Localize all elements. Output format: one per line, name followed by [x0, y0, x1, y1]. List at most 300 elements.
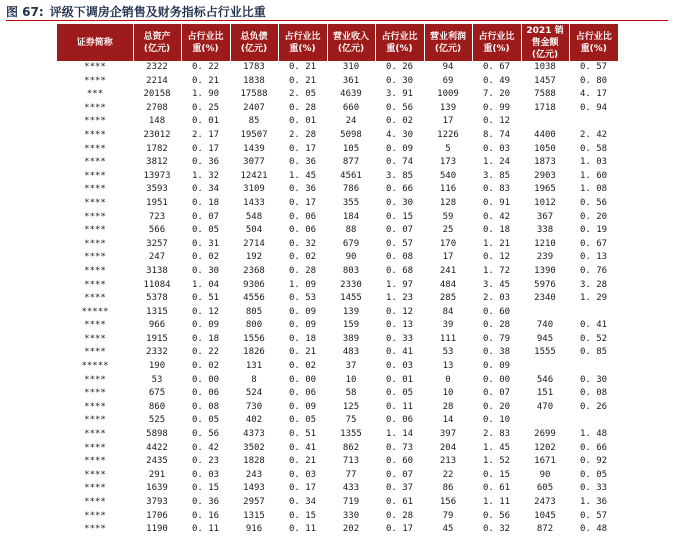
table-cell: 1. 04	[181, 279, 230, 293]
table-cell: 1. 08	[579, 184, 608, 195]
title-underline	[6, 20, 668, 21]
table-cell: 2407	[243, 102, 265, 113]
table-cell: 14	[424, 414, 472, 428]
table-cell: 1190	[133, 523, 181, 537]
table-cell: 397	[439, 429, 457, 440]
table-cell: 1038	[521, 61, 569, 75]
table-cell: 1. 45	[278, 170, 327, 184]
table-cell: 3109	[243, 184, 265, 195]
table-cell: 0. 02	[278, 360, 327, 374]
table-cell: 0. 20	[579, 211, 608, 222]
security-name-cell: ****	[84, 75, 106, 86]
table-cell: 1. 36	[569, 496, 618, 510]
table-row	[57, 224, 618, 238]
table-cell: 0. 20	[482, 401, 511, 412]
table-cell: 17	[424, 251, 472, 265]
table-cell: 540	[424, 170, 472, 184]
security-name-cell: ****	[57, 224, 133, 238]
table-cell: 0. 02	[181, 360, 230, 374]
table-cell: 17588	[230, 88, 278, 102]
table-cell: 0. 03	[181, 469, 230, 483]
column-header: 总负债 (亿元)	[230, 24, 278, 61]
table-cell: 0. 06	[375, 414, 424, 428]
table-cell	[569, 115, 618, 129]
table-cell: 10	[345, 374, 357, 385]
table-cell: 546	[536, 374, 554, 385]
table-cell: 285	[439, 293, 457, 304]
table-cell: 0. 08	[191, 401, 220, 412]
table-cell: 0. 15	[472, 469, 521, 483]
table-cell: 0. 56	[482, 510, 511, 521]
table-cell: 0. 18	[181, 333, 230, 347]
table-cell: 0. 30	[385, 75, 414, 86]
table-cell: 213	[439, 456, 457, 467]
table-cell: 1226	[437, 129, 459, 140]
table-cell: 0. 07	[472, 387, 521, 401]
table-row	[57, 442, 618, 456]
table-cell: 148	[133, 115, 181, 129]
table-cell: 0. 36	[191, 157, 220, 168]
table-cell: 2714	[243, 238, 265, 249]
table-cell: 3138	[146, 265, 168, 276]
table-cell: 53	[442, 347, 454, 358]
table-cell: 0. 21	[288, 75, 317, 86]
security-name-cell: ****	[84, 347, 106, 358]
security-name-cell: ****	[84, 456, 106, 467]
table-cell: 0. 31	[191, 238, 220, 249]
table-cell: 0. 73	[375, 442, 424, 456]
table-cell: 1045	[534, 510, 556, 521]
security-name-cell: ****	[84, 510, 106, 521]
table-row	[57, 346, 618, 360]
table-cell: 1. 23	[385, 293, 414, 304]
table-cell	[521, 414, 569, 428]
security-name-cell: ****	[57, 197, 133, 211]
security-name-cell: ****	[57, 442, 133, 456]
table-cell: 17	[424, 115, 472, 129]
table-cell: 0. 07	[375, 224, 424, 238]
table-cell	[569, 360, 618, 374]
table-cell: 19507	[240, 129, 268, 140]
table-cell: 1951	[133, 197, 181, 211]
table-cell: 3257	[146, 238, 168, 249]
security-name-cell: ****	[84, 184, 106, 195]
table-cell: 0. 56	[569, 197, 618, 211]
table-cell: 8	[251, 374, 257, 385]
table-cell: 0. 36	[288, 157, 317, 168]
table-cell: 1556	[230, 333, 278, 347]
table-cell: 59	[442, 211, 454, 222]
table-row	[57, 333, 618, 347]
figure-title	[6, 3, 266, 19]
table-row	[57, 115, 618, 129]
table-cell: 0. 41	[385, 347, 414, 358]
table-cell: 0. 34	[191, 184, 220, 195]
table-cell: 0. 00	[288, 374, 317, 385]
column-header: 营业收入 (亿元)	[327, 24, 375, 61]
table-cell: 675	[133, 387, 181, 401]
table-cell: 504	[230, 224, 278, 238]
table-cell	[521, 360, 569, 374]
table-cell: 1915	[133, 333, 181, 347]
table-cell: 23012	[143, 129, 171, 140]
table-cell: 2. 83	[482, 429, 511, 440]
table-cell: 0. 19	[569, 224, 618, 238]
table-cell: 0. 17	[278, 143, 327, 157]
table-cell: 3502	[230, 442, 278, 456]
table-cell: 0. 02	[181, 251, 230, 265]
table-cell: 2699	[534, 429, 556, 440]
table-cell: 2708	[146, 102, 168, 113]
table-cell: 0. 06	[278, 224, 327, 238]
table-cell: 79	[442, 510, 454, 521]
table-cell: 0. 05	[569, 469, 618, 483]
table-cell: 4400	[534, 129, 556, 140]
table-cell: 1493	[243, 483, 265, 494]
table-cell: 1457	[534, 75, 556, 86]
table-cell: 0. 11	[278, 523, 327, 537]
table-cell: 0. 56	[385, 102, 414, 113]
table-cell: 1826	[243, 347, 265, 358]
table-row	[57, 265, 618, 279]
table-cell: 69	[442, 75, 454, 86]
table-row	[57, 374, 618, 388]
table-cell: 0. 13	[569, 251, 618, 265]
table-cell: 3793	[133, 496, 181, 510]
table-cell: 170	[439, 238, 457, 249]
table-cell: 5098	[340, 129, 362, 140]
table-cell: 1. 21	[482, 238, 511, 249]
table-cell: 0. 09	[288, 320, 317, 331]
table-row	[57, 129, 618, 143]
table-cell: 1. 60	[569, 170, 618, 184]
table-row	[57, 251, 618, 265]
table-cell: 1439	[230, 143, 278, 157]
table-cell: 0. 07	[375, 469, 424, 483]
table-cell: 1455	[340, 293, 362, 304]
table-cell	[569, 306, 618, 320]
table-cell: 0. 28	[288, 102, 317, 113]
table-cell: 22	[424, 469, 472, 483]
table-cell: 803	[342, 265, 360, 276]
table-cell: 1355	[340, 429, 362, 440]
table-cell: 872	[521, 523, 569, 537]
table-cell: 1671	[534, 456, 556, 467]
table-cell: 2435	[146, 456, 168, 467]
table-cell: 0. 36	[288, 184, 317, 195]
table-cell: 1050	[521, 143, 569, 157]
table-cell: 0. 51	[191, 293, 220, 304]
table-cell: 139	[327, 306, 375, 320]
table-cell: 0. 02	[375, 115, 424, 129]
table-cell: 800	[245, 320, 263, 331]
table-cell: 310	[327, 61, 375, 75]
column-header: 占行业比 重(%)	[278, 24, 327, 61]
table-cell: 0. 18	[278, 333, 327, 347]
table-cell: 548	[245, 211, 263, 222]
table-body	[57, 61, 618, 537]
table-cell: 0. 67	[579, 238, 608, 249]
table-row	[57, 211, 618, 225]
table-cell: 1. 14	[385, 429, 414, 440]
table-row	[57, 401, 618, 415]
table-cell: 7. 20	[472, 88, 521, 102]
table-cell: 0. 15	[191, 483, 220, 494]
table-cell: 0. 21	[278, 61, 327, 75]
table-cell: 389	[327, 333, 375, 347]
table-cell: 0. 34	[278, 496, 327, 510]
table-row	[57, 360, 618, 374]
table-cell: 330	[342, 510, 360, 521]
table-cell: 0. 09	[375, 143, 424, 157]
table-cell: 86	[442, 483, 454, 494]
table-cell: 131	[230, 360, 278, 374]
table-row	[57, 61, 618, 75]
table-row	[57, 183, 618, 197]
table-cell: 0. 17	[375, 523, 424, 537]
table-cell	[569, 414, 618, 428]
table-row	[57, 238, 618, 252]
table-cell: 1433	[230, 197, 278, 211]
table-cell: 0. 07	[191, 211, 220, 222]
table-cell: 0. 05	[375, 387, 424, 401]
table-cell: 75	[327, 414, 375, 428]
table-cell: 605	[536, 483, 554, 494]
table-cell: 0. 76	[579, 265, 608, 276]
table-cell: 0. 42	[181, 442, 230, 456]
table-cell: 433	[342, 483, 360, 494]
column-header: 占行业比 重(%)	[375, 24, 424, 61]
table-cell: 239	[521, 251, 569, 265]
column-header: 营业利润 (亿元)	[424, 24, 472, 61]
table-cell: 0. 06	[181, 387, 230, 401]
table-cell: 877	[342, 157, 360, 168]
table-cell: 566	[133, 224, 181, 238]
security-name-cell: ****	[57, 115, 133, 129]
table-cell: 0. 52	[569, 333, 618, 347]
security-name-cell: ****	[84, 293, 106, 304]
security-name-cell: ****	[84, 157, 106, 168]
column-header: 2021 销 售金额 (亿元)	[521, 24, 569, 61]
table-cell: 247	[133, 251, 181, 265]
table-cell: 0. 80	[579, 75, 608, 86]
table-cell: 0. 08	[569, 387, 618, 401]
table-row	[57, 414, 618, 428]
table-cell: 0. 60	[385, 456, 414, 467]
table-cell: 2330	[327, 279, 375, 293]
table-cell: 1012	[521, 197, 569, 211]
table-cell: 4. 17	[569, 88, 618, 102]
table-cell: 12421	[230, 170, 278, 184]
table-cell: 291	[133, 469, 181, 483]
table-cell: 0. 10	[472, 414, 521, 428]
table-cell: 0. 79	[472, 333, 521, 347]
table-cell: 786	[342, 184, 360, 195]
table-cell: 0. 06	[278, 387, 327, 401]
table-cell: 0. 11	[385, 401, 414, 412]
table-cell: 660	[342, 102, 360, 113]
table-cell: 2957	[230, 496, 278, 510]
security-name-cell: ****	[84, 102, 106, 113]
table-cell: 916	[230, 523, 278, 537]
table-cell: 0. 21	[191, 75, 220, 86]
table-cell: 8. 74	[482, 129, 511, 140]
table-cell: 0. 68	[385, 265, 414, 276]
table-cell: 1838	[243, 75, 265, 86]
security-name-cell: *****	[57, 360, 133, 374]
table-cell: 740	[536, 320, 554, 331]
table-cell: 0. 92	[579, 456, 608, 467]
table-cell: 85	[230, 115, 278, 129]
table-cell: 1. 11	[472, 496, 521, 510]
table-cell: 0. 57	[579, 510, 608, 521]
security-name-cell: ****	[57, 61, 133, 75]
table-cell: 1783	[230, 61, 278, 75]
table-cell: 2340	[534, 293, 556, 304]
table-cell: 1639	[146, 483, 168, 494]
table-cell: 361	[342, 75, 360, 86]
table-cell: 0. 06	[288, 211, 317, 222]
table-cell: 0. 91	[472, 197, 521, 211]
table-cell: 1555	[534, 347, 556, 358]
table-cell: 28	[442, 401, 454, 412]
table-cell: 0. 23	[191, 456, 220, 467]
table-cell: 25	[424, 224, 472, 238]
table-cell: 0. 22	[191, 347, 220, 358]
table-cell: 0. 21	[288, 347, 317, 358]
table-cell: 0. 33	[579, 483, 608, 494]
table-cell: 0. 02	[278, 251, 327, 265]
data-table	[57, 24, 618, 537]
table-cell: 524	[230, 387, 278, 401]
table-cell: 0. 36	[181, 496, 230, 510]
security-name-cell: ****	[57, 279, 133, 293]
table-cell: 0. 12	[375, 306, 424, 320]
table-cell: 2. 42	[579, 129, 608, 140]
table-cell: 0. 21	[288, 456, 317, 467]
table-cell: 0. 09	[472, 360, 521, 374]
security-name-cell: ****	[84, 265, 106, 276]
table-cell: 0. 05	[278, 414, 327, 428]
table-cell: 204	[424, 442, 472, 456]
table-cell: 4639	[327, 88, 375, 102]
security-name-cell: ****	[84, 429, 106, 440]
security-name-cell: ****	[84, 238, 106, 249]
security-name-cell: ****	[84, 401, 106, 412]
table-cell: 1. 32	[181, 170, 230, 184]
table-cell: 0. 49	[482, 75, 511, 86]
table-cell: 10	[424, 387, 472, 401]
table-cell: 0. 57	[385, 238, 414, 249]
table-cell: 37	[327, 360, 375, 374]
table-cell: 2322	[133, 61, 181, 75]
table-cell: 1. 24	[482, 157, 511, 168]
table-row	[57, 197, 618, 211]
table-cell: 0	[445, 374, 451, 385]
table-cell: 0. 03	[278, 469, 327, 483]
table-cell: 90	[521, 469, 569, 483]
table-cell: 241	[439, 265, 457, 276]
table-cell: 3077	[243, 157, 265, 168]
security-name-cell: ****	[57, 469, 133, 483]
table-cell: 5898	[146, 429, 168, 440]
column-header: 占行业比 重(%)	[569, 24, 618, 61]
table-cell: 116	[439, 184, 457, 195]
table-cell: 139	[439, 102, 457, 113]
table-cell: 3. 85	[472, 170, 521, 184]
table-cell: 0. 12	[181, 306, 230, 320]
table-cell	[521, 306, 569, 320]
table-header-row	[57, 24, 618, 61]
table-row	[57, 75, 618, 89]
security-name-cell: *****	[57, 306, 133, 320]
table-cell: 0. 66	[569, 442, 618, 456]
table-cell: 0. 01	[385, 374, 414, 385]
table-row	[57, 482, 618, 496]
security-name-cell: ****	[57, 170, 133, 184]
table-cell: 0. 03	[375, 360, 424, 374]
table-cell: 0. 85	[579, 347, 608, 358]
table-cell: 0. 37	[385, 483, 414, 494]
table-cell: 860	[148, 401, 166, 412]
table-cell: 128	[424, 197, 472, 211]
table-row	[57, 319, 618, 333]
security-name-cell: ****	[57, 496, 133, 510]
table-cell: 945	[521, 333, 569, 347]
table-row	[57, 279, 618, 293]
table-cell: 0. 03	[472, 143, 521, 157]
table-cell: 1. 90	[181, 88, 230, 102]
table-cell: 192	[230, 251, 278, 265]
table-cell: 679	[342, 238, 360, 249]
table-cell: 1. 97	[375, 279, 424, 293]
figure-label: 图 67:	[6, 4, 44, 19]
table-cell: 0. 48	[569, 523, 618, 537]
security-name-cell: ****	[57, 251, 133, 265]
table-cell: 3593	[146, 184, 168, 195]
table-cell: 0. 74	[385, 157, 414, 168]
security-name-cell: ****	[84, 374, 106, 385]
table-cell: 1315	[243, 510, 265, 521]
table-cell: 0. 05	[181, 224, 230, 238]
table-row	[57, 156, 618, 170]
table-cell: 2903	[521, 170, 569, 184]
table-cell: 0. 11	[181, 523, 230, 537]
table-cell: 173	[439, 157, 457, 168]
table-cell: 151	[521, 387, 569, 401]
table-cell: 0. 33	[375, 333, 424, 347]
table-cell: 1. 52	[482, 456, 511, 467]
table-cell: 0. 26	[579, 401, 608, 412]
table-cell: 719	[327, 496, 375, 510]
table-cell: 1. 72	[482, 265, 511, 276]
table-row	[57, 428, 618, 442]
table-cell: 355	[327, 197, 375, 211]
table-cell: 1. 03	[579, 157, 608, 168]
table-cell: 0. 18	[181, 197, 230, 211]
table-cell: 805	[230, 306, 278, 320]
table-cell: 1965	[534, 184, 556, 195]
table-cell: 0. 17	[278, 197, 327, 211]
table-cell: 2. 28	[288, 129, 317, 140]
table-cell: 0. 09	[278, 306, 327, 320]
table-cell: 2332	[146, 347, 168, 358]
table-cell: 111	[424, 333, 472, 347]
table-cell: 4422	[133, 442, 181, 456]
table-cell: 0. 08	[375, 251, 424, 265]
table-cell: 3812	[146, 157, 168, 168]
table-cell: 190	[133, 360, 181, 374]
